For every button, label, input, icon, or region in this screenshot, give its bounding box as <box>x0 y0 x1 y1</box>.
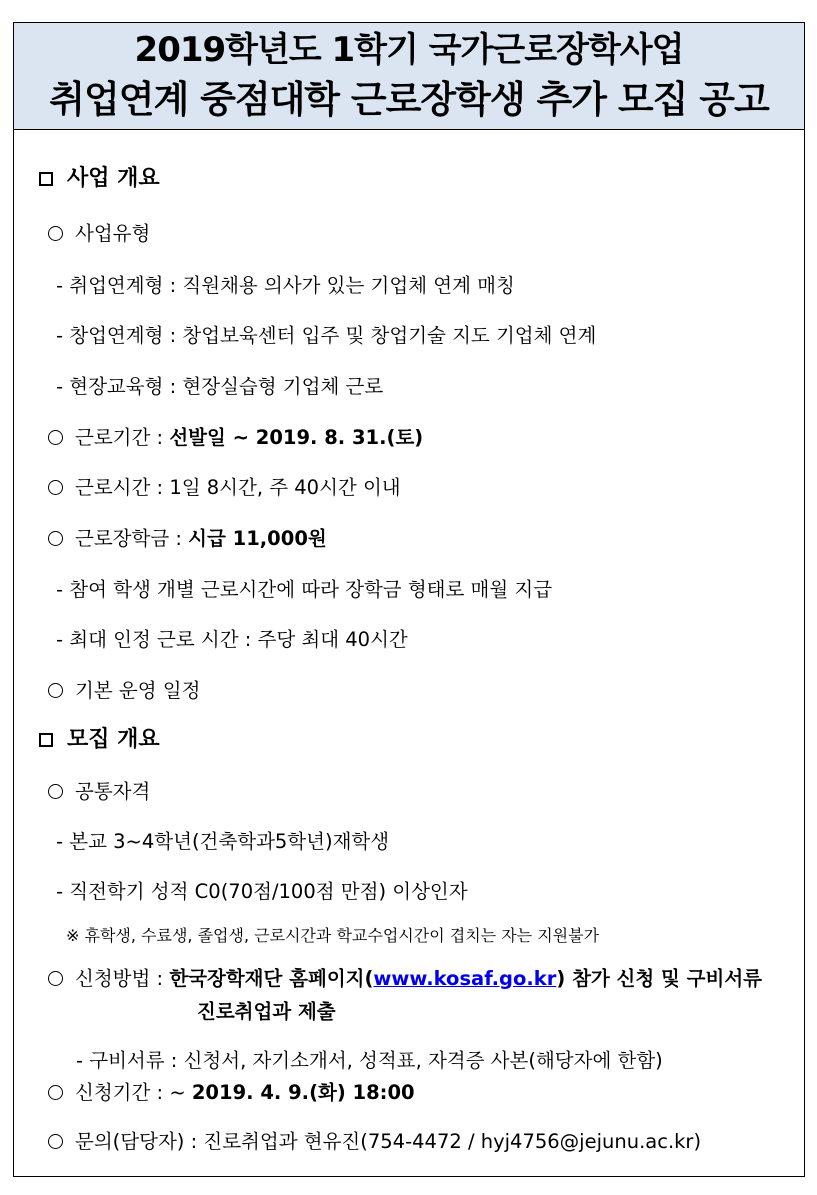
notice-frame <box>13 22 805 1177</box>
application-method: 신청방법 : 한국장학재단 홈페이지(www.kosaf.go.kr) 참가 신청 및 구비서류 <box>48 966 762 992</box>
kosaf-link[interactable]: www.kosaf.go.kr <box>373 967 557 990</box>
business-type-label: 사업유형 <box>48 221 150 247</box>
work-hours: 근로시간 : 1일 8시간, 주 40시간 이내 <box>48 475 401 501</box>
circle-bullet-icon <box>48 1134 63 1149</box>
scholarship-pay: 근로장학금 : 시급 11,000원 <box>48 526 327 552</box>
circle-bullet-icon <box>48 226 63 241</box>
pay-item: - 참여 학생 개별 근로시간에 따라 장학금 형태로 매월 지급 <box>56 578 553 601</box>
title-box <box>14 23 804 130</box>
qualification-item: - 본교 3~4학년(건축학과5학년)재학생 <box>56 830 390 853</box>
checkbox-square-icon <box>39 733 53 747</box>
contact-info: 문의(담당자) : 진로취업과 현유진(754-4472 / hyj4756@jejunu.ac.kr) <box>48 1129 701 1155</box>
business-type-item: - 창업연계형 : 창업보육센터 입주 및 창업기술 지도 기업체 연계 <box>56 324 597 347</box>
circle-bullet-icon <box>48 971 63 986</box>
section-heading-business: 사업 개요 <box>39 166 160 192</box>
circle-bullet-icon <box>48 1085 63 1100</box>
work-period: 근로기간 : 선발일 ~ 2019. 8. 31.(토) <box>48 425 423 451</box>
circle-bullet-icon <box>48 430 63 445</box>
title-line-1: 2019학년도 1학기 국가근로장학사업 <box>134 30 684 70</box>
qualification-item: - 직전학기 성적 C0(70점/100점 만점) 이상인자 <box>56 880 468 903</box>
application-method-line2: 진로취업과 제출 <box>197 1000 336 1023</box>
pay-item: - 최대 인정 근로 시간 : 주당 최대 40시간 <box>56 628 408 651</box>
required-documents: - 구비서류 : 신청서, 자기소개서, 성적표, 자격증 사본(해당자에 한함) <box>76 1049 663 1072</box>
title-line-2: 취업연계 중점대학 근로장학생 추가 모집 공고 <box>49 78 769 121</box>
circle-bullet-icon <box>48 480 63 495</box>
business-type-item: - 현장교육형 : 현장실습형 기업체 근로 <box>56 375 384 398</box>
business-type-item: - 취업연계형 : 직원채용 의사가 있는 기업체 연계 매칭 <box>56 274 515 297</box>
application-period: 신청기간 : ~ 2019. 4. 9.(화) 18:00 <box>48 1080 415 1106</box>
ineligibility-note: ※ 휴학생, 수료생, 졸업생, 근로시간과 학교수업시간이 겹치는 자는 지원불가 <box>66 926 600 945</box>
common-qualification-label: 공통자격 <box>48 779 150 805</box>
circle-bullet-icon <box>48 683 63 698</box>
circle-bullet-icon <box>48 531 63 546</box>
section-heading-recruitment: 모집 개요 <box>39 727 160 753</box>
circle-bullet-icon <box>48 784 63 799</box>
basic-schedule: 기본 운영 일정 <box>48 678 200 704</box>
checkbox-square-icon <box>39 172 53 186</box>
